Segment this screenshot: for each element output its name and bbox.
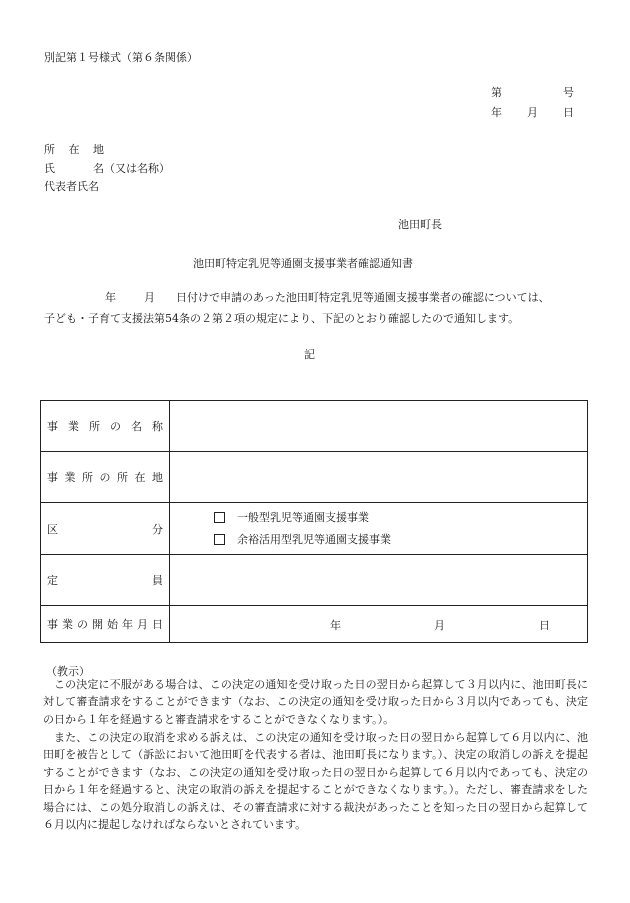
representative-label: 代表者氏名: [44, 180, 99, 193]
body-line-1-text: 日付けで申請のあった池田町特定乳児等通園支援事業者の確認については、: [176, 291, 550, 304]
table-row: [41, 401, 588, 452]
issuer-name: 池田町長: [398, 218, 442, 231]
start-date-year: 年: [330, 619, 341, 632]
address-label-char-2: 在: [68, 143, 80, 156]
address-label: [44, 143, 104, 157]
notice-heading: （教示）: [46, 665, 90, 678]
body-year: 年: [105, 291, 116, 304]
start-date-day: 日: [539, 619, 550, 632]
issue-date-day: 日: [563, 106, 574, 119]
notice-paragraph-2: また、この決定の取消を求める訴えは、この決定の通知を受け取った日の翌日から起算して６月以内に、池田町を被告として（訴訟において池田町を代表する者は、池田町長になります。）、決定の取消しの訴えを提起することができます（なお、この決定の通知を受け取った日の翌日から起算して６月以内であっても、決定の日から１年を経過すると、決定の取消の訴えを提起することができなくなります。）。ただし、審査請求をした場合には、この処分取消しの訴えは、その審査請求に対する裁決があったことを知った日の翌日から起算して６月以内に提起しなければならないとされています。: [43, 731, 588, 832]
category-option-surplus[interactable]: [214, 529, 587, 551]
number-suffix: 号: [563, 86, 574, 99]
checkbox-general[interactable]: [214, 512, 225, 523]
capacity-value[interactable]: [170, 555, 588, 606]
notice-paragraph-1: この決定に不服がある場合は、この決定の通知を受け取った日の翌日から起算して３月以内に、池田町長に対して審査請求をすることができます（なお、この決定の通知を受け取った日から３月以内であっても、決定の日から１年を経過すると審査請求をすることができなくなります。）。: [43, 678, 588, 726]
office-name-value[interactable]: [170, 401, 588, 452]
category-options: [170, 503, 588, 555]
office-address-label: 事 業 所 の 所 在 地: [41, 452, 170, 503]
confirmation-table: [40, 400, 588, 643]
name-label-row: [44, 162, 170, 176]
table-row: [41, 606, 588, 643]
issue-date-month: 月: [527, 106, 538, 119]
address-label-char-3: 地: [93, 143, 104, 156]
checkbox-surplus[interactable]: [214, 534, 225, 545]
form-label: 別記第１号様式（第６条関係）: [44, 51, 198, 64]
body-line-2: 子ども・子育て支援法第54条の２第２項の規定により、下記のとおり確認したので通知します。: [44, 312, 520, 325]
name-label-first: 氏: [44, 162, 55, 175]
name-label-note: （又は名称）: [104, 162, 170, 175]
body-month: 月: [144, 291, 155, 304]
table-row: [41, 503, 588, 555]
start-date-month: 月: [434, 619, 445, 632]
category-option-surplus-label: 余裕活用型乳児等通園支援事業: [237, 532, 391, 546]
number-prefix: 第: [491, 86, 502, 99]
office-address-value[interactable]: [170, 452, 588, 503]
issue-date-year: 年: [491, 106, 502, 119]
address-label-char-1: 所: [44, 143, 55, 156]
table-row: [41, 452, 588, 503]
category-option-general-label: 一般型乳児等通園支援事業: [237, 510, 369, 524]
category-option-general[interactable]: [214, 507, 587, 529]
capacity-label: 定 員: [41, 555, 170, 606]
document-title: 池田町特定乳児等通園支援事業者確認通知書: [193, 257, 413, 270]
ki-heading: 記: [304, 348, 315, 361]
office-name-label: 事 業 所 の 名 称: [41, 401, 170, 452]
start-date-label: 事 業 の 開 始 年 月 日: [41, 606, 170, 643]
category-label: 区 分: [41, 503, 170, 555]
name-label-second: 名: [93, 162, 104, 175]
table-row: [41, 555, 588, 606]
start-date-value[interactable]: [170, 606, 588, 643]
